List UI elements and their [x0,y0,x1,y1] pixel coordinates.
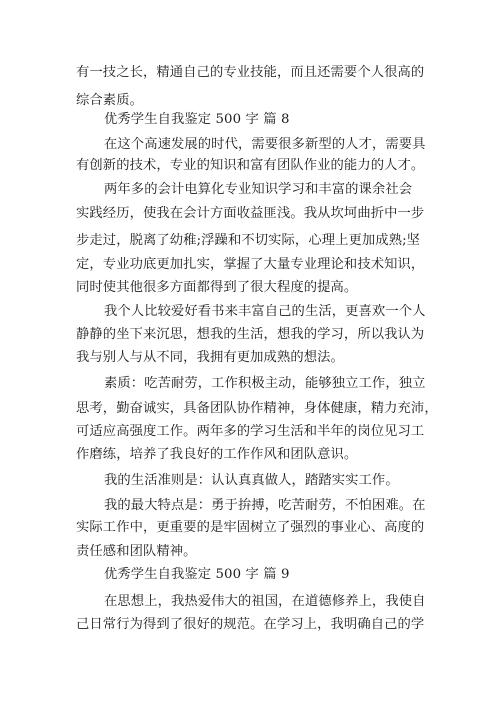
text-line: 思考，勤奋诚实，具备团队协作精神，身体健康，精力充沛， [76,401,438,416]
text-line: 我的生活准则是：认认真真做人，踏踏实实工作。 [104,473,399,488]
text-line: 作磨练，培养了我良好的工作作风和团队意识。 [76,447,358,462]
text-line: 步走过，脱离了幼稚;浮躁和不切实际，心理上更加成熟;坚 [76,233,421,248]
text-line: 责任感和团队精神。 [76,544,197,559]
text-line: 我与别人与从不同，我拥有更加成熟的想法。 [76,350,344,365]
text-line: 素质：吃苦耐劳，工作积极主动，能够独立工作，独立 [104,376,426,391]
section-heading-9: 优秀学生自我鉴定 500 字 篇 9 [104,567,290,582]
text-line: 静静的坐下来沉思，想我的生活，想我的学习，所以我认为 [76,327,425,342]
text-line: 实践经历，使我在会计方面收益匪浅。我从坎坷曲折中一步 [76,206,425,221]
text-line: 定，专业功底更加扎实，掌握了大量专业理论和技术知识， [76,257,425,272]
text-line: 在思想上，我热爱伟大的祖国，在道德修养上，我使自 [104,594,426,609]
text-line: 有创新的技术，专业的知识和富有团队作业的能力的人才。 [76,158,425,173]
text-line: 综合素质。 [76,93,143,108]
text-line: 我个人比较爱好看书来丰富自己的生活，更喜欢一个人 [104,304,426,319]
text-line: 实际工作中，更重要的是牢固树立了强烈的事业心、高度的 [76,520,425,535]
text-line: 同时使其他很多方面都得到了很大程度的提高。 [76,280,358,295]
text-line: 有一技之长，精通自己的专业技能，而且还需要个人很高的 [76,65,425,80]
text-line: 可适应高强度工作。两年多的学习生活和半年的岗位见习工 [76,424,425,439]
text-line: 两年多的会计电算化专业知识学习和丰富的课余社会 [104,182,413,197]
section-heading-8: 优秀学生自我鉴定 500 字 篇 8 [104,112,290,127]
text-line: 在这个高速发展的时代，需要很多新型的人才，需要具 [104,137,426,152]
text-line: 己日常行为得到了很好的规范。在学习上，我明确自己的学 [76,617,425,632]
text-line: 我的最大特点是：勇于拚搏，吃苦耐劳，不怕困难。在 [104,498,426,513]
